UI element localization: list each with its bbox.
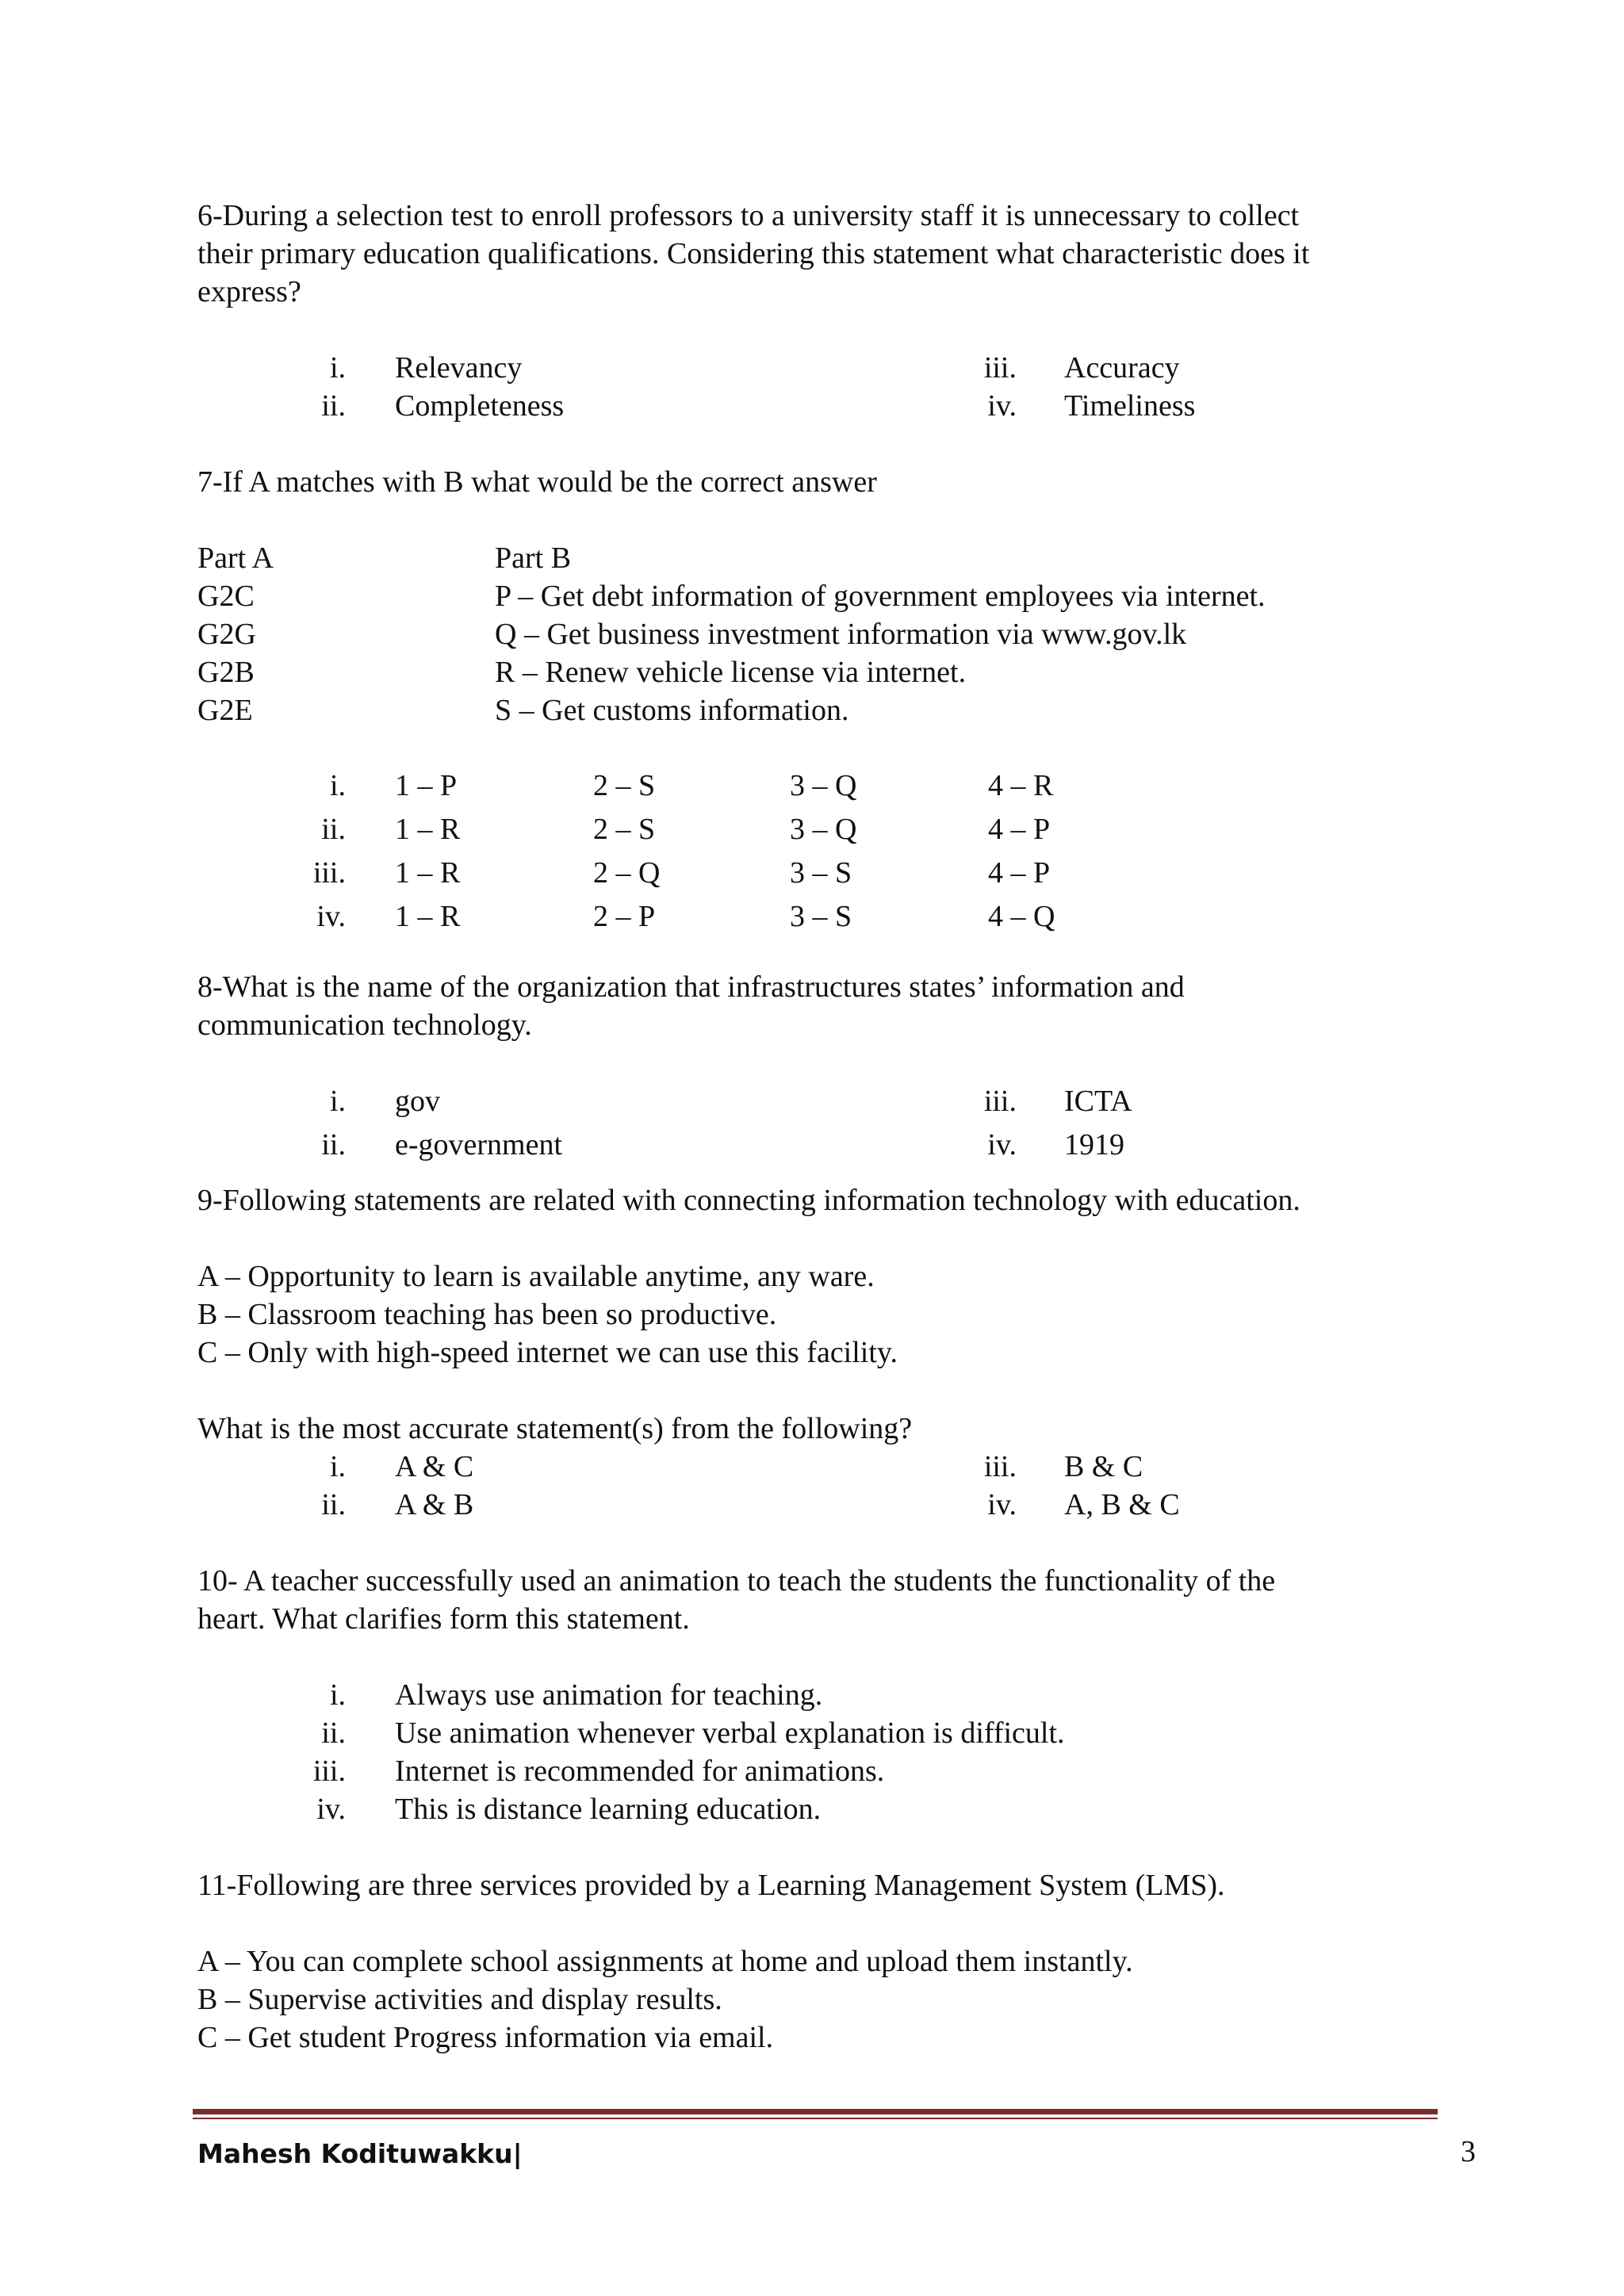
option-match-3: 3 – Q [790, 813, 857, 846]
option-match-4: 4 – P [988, 856, 1051, 890]
part-b-item: S – Get customs information. [495, 694, 849, 727]
option-text: Accuracy [1064, 351, 1180, 385]
option-number: ii. [321, 813, 346, 846]
option-number: iii. [983, 1085, 1017, 1118]
option-text: 1919 [1064, 1128, 1124, 1161]
q6-line-2: their primary education qualifications. Considering this statement what characteristic does it [197, 237, 1310, 270]
footer-author: Mahesh Kodituwakku| [197, 2138, 523, 2169]
q9-question: 9-Following statements are related with connecting information technology with education. [197, 1184, 1300, 1217]
option-number: iii. [983, 1450, 1017, 1483]
q6-line-1: 6-During a selection test to enroll professors to a university staff it is unnecessary to collect [197, 199, 1300, 232]
option-match-2: 2 – P [593, 900, 656, 933]
option-text: Always use animation for teaching. [395, 1678, 823, 1712]
option-number: iv. [987, 1488, 1017, 1521]
option-number: iii. [983, 351, 1017, 385]
option-text: B & C [1064, 1450, 1143, 1483]
q9-prompt: What is the most accurate statement(s) from the following? [197, 1412, 913, 1445]
option-number: ii. [321, 1716, 346, 1750]
option-match-1: 1 – R [395, 900, 461, 933]
option-number: i. [329, 351, 346, 385]
option-text: Timeliness [1064, 389, 1196, 423]
option-number: ii. [321, 1128, 346, 1161]
q11-statement-a: A – You can complete school assignments at home and upload them instantly. [197, 1945, 1133, 1978]
option-match-4: 4 – Q [988, 900, 1055, 933]
part-b-item: R – Renew vehicle license via internet. [495, 656, 967, 689]
q8-line-2: communication technology. [197, 1008, 532, 1042]
option-match-3: 3 – S [790, 900, 852, 933]
option-text: ICTA [1064, 1085, 1132, 1118]
option-text: This is distance learning education. [395, 1793, 822, 1826]
option-number: ii. [321, 389, 346, 423]
part-a-item: G2C [197, 580, 255, 613]
q10-line-1: 10- A teacher successfully used an animation to teach the students the functionality of the [197, 1564, 1276, 1598]
q8-line-1: 8-What is the name of the organization that infrastructures states’ information and [197, 970, 1185, 1004]
option-number: iii. [312, 856, 346, 890]
option-number: iii. [312, 1755, 346, 1788]
option-match-2: 2 – Q [593, 856, 661, 890]
option-text: A, B & C [1064, 1488, 1180, 1521]
option-number: iv. [316, 1793, 346, 1826]
q9-statement-a: A – Opportunity to learn is available anytime, any ware. [197, 1260, 875, 1293]
page-number: 3 [1461, 2135, 1476, 2168]
option-text: Relevancy [395, 351, 523, 385]
option-match-1: 1 – R [395, 813, 461, 846]
option-text: gov [395, 1085, 440, 1118]
option-match-4: 4 – P [988, 813, 1051, 846]
option-match-2: 2 – S [593, 769, 656, 802]
option-match-3: 3 – S [790, 856, 852, 890]
footer-rule-thin [193, 2118, 1438, 2119]
footer-rule-thick [193, 2109, 1438, 2114]
option-match-4: 4 – R [988, 769, 1054, 802]
q11-question: 11-Following are three services provided by a Learning Management System (LMS). [197, 1869, 1225, 1902]
q11-statement-b: B – Supervise activities and display results. [197, 1983, 722, 2016]
option-number: i. [329, 1450, 346, 1483]
option-number: ii. [321, 1488, 346, 1521]
option-text: A & C [395, 1450, 474, 1483]
part-b-item: P – Get debt information of government employees via internet. [495, 580, 1266, 613]
option-number: i. [329, 1085, 346, 1118]
q6-line-3: express? [197, 275, 301, 308]
option-number: iv. [987, 389, 1017, 423]
q11-statement-c: C – Get student Progress information via email. [197, 2021, 774, 2054]
option-number: iv. [987, 1128, 1017, 1161]
part-a-item: G2B [197, 656, 255, 689]
option-text: Completeness [395, 389, 565, 423]
part-a-item: G2G [197, 618, 256, 651]
option-match-1: 1 – P [395, 769, 458, 802]
part-a-item: G2E [197, 694, 253, 727]
option-match-3: 3 – Q [790, 769, 857, 802]
option-text: A & B [395, 1488, 474, 1521]
q9-statement-c: C – Only with high-speed internet we can use this facility. [197, 1336, 898, 1369]
option-text: Use animation whenever verbal explanation is difficult. [395, 1716, 1065, 1750]
option-number: i. [329, 769, 346, 802]
q9-statement-b: B – Classroom teaching has been so productive. [197, 1298, 777, 1331]
part-a-header: Part A [197, 541, 274, 575]
option-match-1: 1 – R [395, 856, 461, 890]
option-match-2: 2 – S [593, 813, 656, 846]
option-text: e-government [395, 1128, 563, 1161]
option-text: Internet is recommended for animations. [395, 1755, 885, 1788]
q10-line-2: heart. What clarifies form this statement. [197, 1602, 690, 1636]
option-number: iv. [316, 900, 346, 933]
part-b-item: Q – Get business investment information via www.gov.lk [495, 618, 1187, 651]
option-number: i. [329, 1678, 346, 1712]
q7-question: 7-If A matches with B what would be the correct answer [197, 465, 877, 499]
part-b-header: Part B [495, 541, 572, 575]
